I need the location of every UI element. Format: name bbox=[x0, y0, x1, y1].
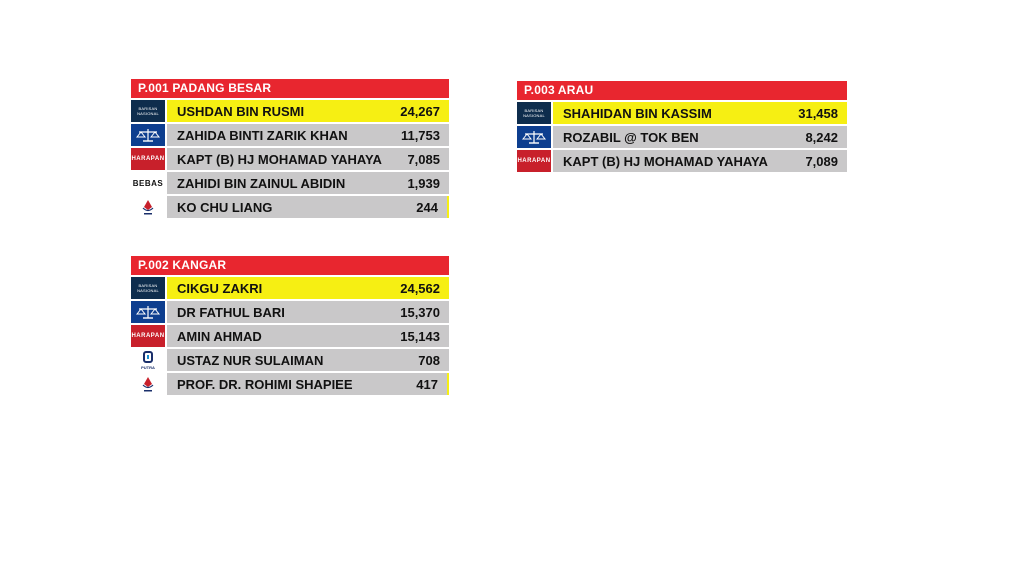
candidate-name: DR FATHUL BARI bbox=[177, 304, 285, 320]
barisan-nasional-logo-icon bbox=[517, 102, 551, 124]
logo-text: BARISAN NASIONAL bbox=[523, 108, 545, 118]
vote-count: 24,267 bbox=[400, 103, 440, 119]
panel-title: P.002 KANGAR bbox=[131, 256, 449, 275]
constituency-panel-p003 bbox=[517, 81, 847, 172]
constituency-panel-p002 bbox=[131, 256, 449, 395]
vote-count: 244 bbox=[416, 199, 438, 215]
vote-count: 15,370 bbox=[400, 304, 440, 320]
logo-text: HARAPAN bbox=[517, 158, 551, 164]
pejuang-logo-icon bbox=[131, 196, 165, 218]
candidate-row bbox=[131, 124, 449, 146]
candidate-name: ZAHIDI BIN ZAINUL ABIDIN bbox=[177, 175, 346, 191]
perikatan-nasional-logo-icon bbox=[517, 126, 551, 148]
candidate-name: KAPT (B) HJ MOHAMAD YAHAYA bbox=[177, 151, 382, 167]
vote-count: 7,089 bbox=[805, 153, 838, 169]
vote-count: 417 bbox=[416, 376, 438, 392]
panel-title: P.001 PADANG BESAR bbox=[131, 79, 449, 98]
vote-count: 7,085 bbox=[407, 151, 440, 167]
candidate-row bbox=[131, 325, 449, 347]
candidate-row bbox=[517, 126, 847, 148]
candidate-name: PROF. DR. ROHIMI SHAPIEE bbox=[177, 376, 353, 392]
bebas-logo-icon bbox=[131, 172, 165, 194]
candidate-name: AMIN AHMAD bbox=[177, 328, 262, 344]
barisan-nasional-logo-icon bbox=[131, 277, 165, 299]
putra-logo-icon bbox=[131, 349, 165, 371]
vote-count: 8,242 bbox=[805, 129, 838, 145]
candidate-row bbox=[131, 301, 449, 323]
logo-text: BEBAS bbox=[132, 178, 164, 188]
pakatan-harapan-logo-icon bbox=[131, 148, 165, 170]
panel-title: P.003 ARAU bbox=[517, 81, 847, 100]
candidate-row bbox=[131, 172, 449, 194]
candidate-name: KO CHU LIANG bbox=[177, 199, 273, 215]
vote-count: 15,143 bbox=[400, 328, 440, 344]
candidate-row bbox=[517, 150, 847, 172]
candidate-row bbox=[131, 277, 449, 299]
candidate-name: SHAHIDAN BIN KASSIM bbox=[563, 105, 712, 121]
logo-text: BARISAN NASIONAL bbox=[137, 106, 159, 116]
vote-count: 708 bbox=[418, 352, 440, 368]
candidate-row bbox=[131, 148, 449, 170]
logo-text: BARISAN NASIONAL bbox=[137, 283, 159, 293]
candidate-name: KAPT (B) HJ MOHAMAD YAHAYA bbox=[563, 153, 768, 169]
logo-text: HARAPAN bbox=[131, 333, 165, 339]
candidate-row bbox=[131, 100, 449, 122]
candidate-name: USTAZ NUR SULAIMAN bbox=[177, 352, 324, 368]
vote-count: 11,753 bbox=[400, 127, 440, 143]
candidate-name: CIKGU ZAKRI bbox=[177, 280, 263, 296]
vote-count: 24,562 bbox=[400, 280, 440, 296]
candidate-row bbox=[131, 373, 449, 395]
pakatan-harapan-logo-icon bbox=[517, 150, 551, 172]
logo-text: HARAPAN bbox=[131, 156, 165, 162]
candidate-row bbox=[517, 102, 847, 124]
constituency-panel-p001 bbox=[131, 79, 449, 218]
candidate-name: ROZABIL @ TOK BEN bbox=[563, 129, 699, 145]
perikatan-nasional-logo-icon bbox=[131, 124, 165, 146]
candidate-row bbox=[131, 196, 449, 218]
vote-count: 1,939 bbox=[407, 175, 440, 191]
candidate-row bbox=[131, 349, 449, 371]
vote-count: 31,458 bbox=[798, 105, 838, 121]
logo-text: PUTRA bbox=[141, 364, 155, 370]
perikatan-nasional-logo-icon bbox=[131, 301, 165, 323]
barisan-nasional-logo-icon bbox=[131, 100, 165, 122]
pakatan-harapan-logo-icon bbox=[131, 325, 165, 347]
pejuang-logo-icon bbox=[131, 373, 165, 395]
candidate-name: ZAHIDA BINTI ZARIK KHAN bbox=[177, 127, 348, 143]
candidate-name: USHDAN BIN RUSMI bbox=[177, 103, 305, 119]
